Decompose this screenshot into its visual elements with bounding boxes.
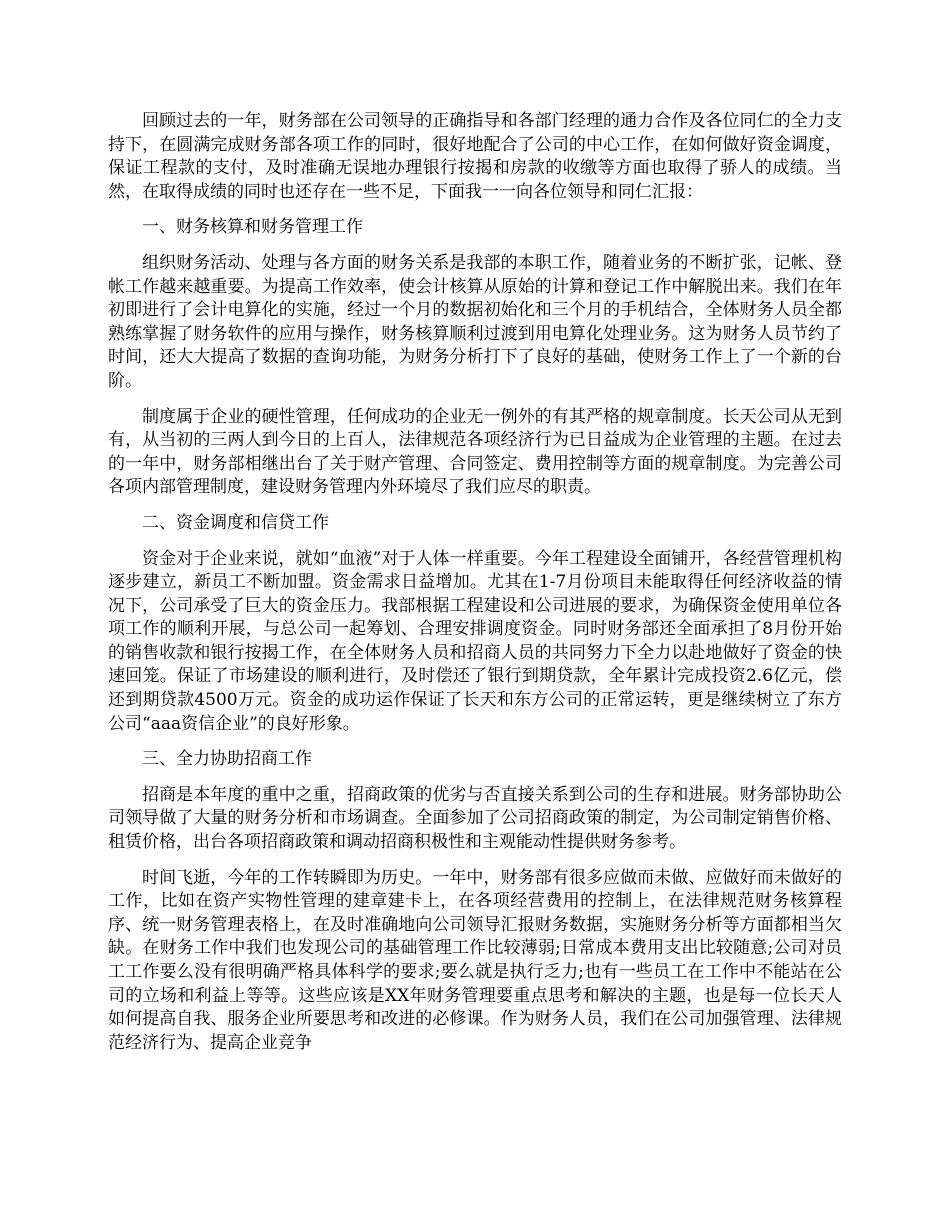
paragraph-accounting-computerization: 组织财务活动、处理与各方面的财务关系是我部的本职工作，随着业务的不断扩张，记帐、登帐工作越来越重要。为提高工作效率，使会计核算从原始的计算和登记工作中解脱出来。我们在年初即进行了会计电算化的实施，经过一个月的数据初始化和三个月的手机结合，全体财务人员全都熟练掌握了财务软件的应用与操作，财务核算顺利过渡到用电算化处理业务。这为财务人员节约了时间，还大大提高了数据的查询功能，为财务分析打下了良好的基础，使财务工作上了一个新的台阶。 xyxy=(108,252,842,391)
document-body xyxy=(108,110,842,1067)
section-heading-accounting: 一、财务核算和财务管理工作 xyxy=(142,217,363,238)
section-heading-funds: 二、资金调度和信贷工作 xyxy=(142,512,329,533)
intro-paragraph: 回顾过去的一年，财务部在公司领导的正确指导和各部门经理的通力合作及各位同仁的全力支持下，在圆满完成财务部各项工作的同时，很好地配合了公司的中心工作，在如何做好资金调度，保证工程款的支付，及时准确无误地办理银行按揭和房款的收缴等方面也取得了骄人的成绩。当然，在取得成绩的同时也还存在一些不足，下面我一一向各位领导和同仁汇报： xyxy=(108,111,842,202)
paragraph-shortcomings: 时间飞逝，今年的工作转瞬即为历史。一年中，财务部有很多应做而未做、应做好而未做好的工作，比如在资产实物性管理的建章建卡上，在各项经营费用的控制上，在法律规范财务核算程序、统一财务管理表格上，在及时准确地向公司领导汇报财务数据，实施财务分析等方面都相当欠缺。在财务工作中我们也发现公司的基础管理工作比较薄弱;日常成本费用支出比较随意;公司对员工工作要么没有很明确严格具体科学的要求;要么就是执行乏力;也有一些员工在工作中不能站在公司的立场和利益上等等。这些应该是XX年财务管理要重点思考和解决的主题，也是每一位长天人如何提高自我、服务企业所要思考和改进的必修课。作为财务人员，我们在公司加强管理、法律规范经济行为、提高企业竞争 xyxy=(108,867,842,1053)
paragraph-rules-and-regulations: 制度属于企业的硬性管理，任何成功的企业无一例外的有其严格的规章制度。长天公司从无到有，从当初的三两人到今日的上百人，法律规范各项经济行为已日益成为企业管理的主题。在过去的一年中，财务部相继出台了关于财产管理、合同签定、费用控制等方面的规章制度。为完善公司各项内部管理制度，建设财务管理内外环境尽了我们应尽的职责。 xyxy=(108,406,842,498)
section-heading-investment-promotion: 三、全力协助招商工作 xyxy=(142,749,312,770)
paragraph-funds-and-credit: 资金对于企业来说，就如“血液”对于人体一样重要。今年工程建设全面铺开，各经营管理机构逐步建立，新员工不断加盟。资金需求日益增加。尤其在1-7月份项目未能取得任何经济收益的情况下，公司承受了巨大的资金压力。我部根据工程建设和公司进展的要求，为确保资金使用单位各项工作的顺利开展，与总公司一起筹划、合理安排调度资金。同时财务部还全面承担了8月份开始的销售收款和银行按揭工作，在全体财务人员和招商人员的共同努力下全力以赴地做好了资金的快速回笼。保证了市场建设的顺利进行，及时偿还了银行到期贷款，全年累计完成投资2.6亿元，偿还到期贷款4500万元。资金的成功运作保证了长天和东方公司的正常运转，更是继续树立了东方公司“aaa资信企业”的良好形象。 xyxy=(108,548,842,734)
paragraph-investment-promotion: 招商是本年度的重中之重，招商政策的优劣与否直接关系到公司的生存和进展。财务部协助公司领导做了大量的财务分析和市场调查。全面参加了公司招商政策的制定，为公司制定销售价格、租赁价格，出台各项招商政策和调动招商积极性和主观能动性提供财务参考。 xyxy=(108,784,842,853)
